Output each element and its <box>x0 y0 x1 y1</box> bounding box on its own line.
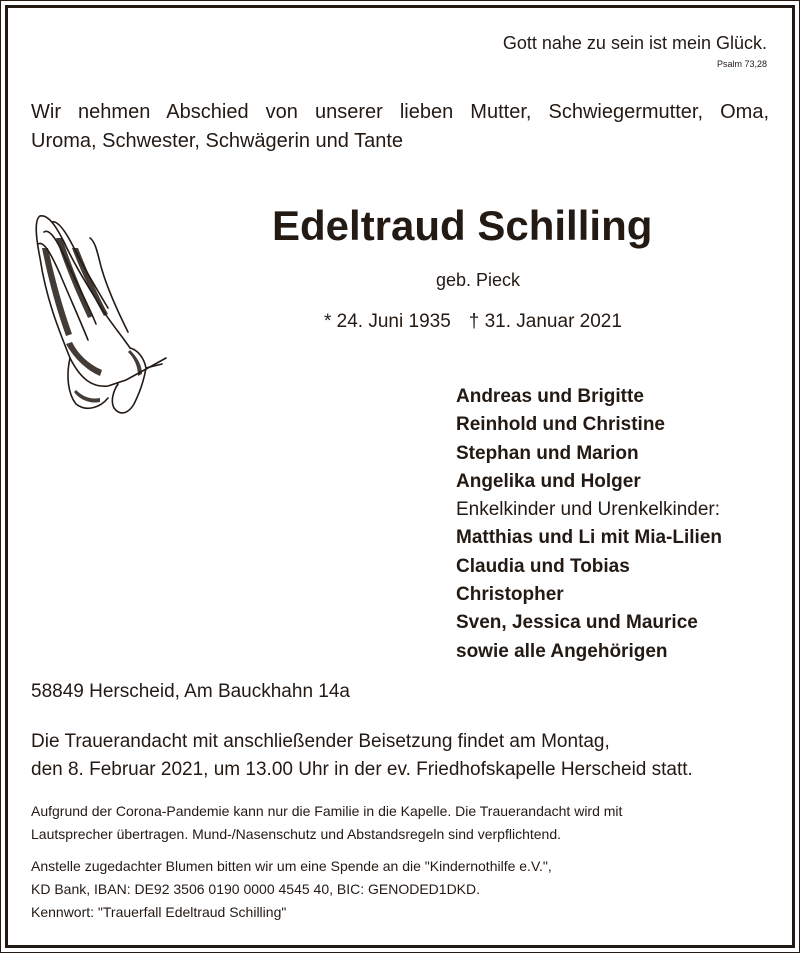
corona-notice <box>31 800 622 846</box>
motto-quote: Gott nahe zu sein ist mein Glück. <box>502 33 767 53</box>
intro-line-2: Uroma, Schwester, Schwägerin und Tante <box>31 130 404 152</box>
life-dates <box>324 311 622 333</box>
mourner-child: Angelika und Holger <box>456 470 641 492</box>
notice-line-1: Aufgrund der Corona-Pandemie kann nur die Familie in die Kapelle. Die Trauerandacht wird mit <box>31 803 623 819</box>
service-line-1: Die Trauerandacht mit anschließender Beisetzung findet am Montag, <box>31 731 610 752</box>
birth-name: geb. Pieck <box>436 270 521 290</box>
mourner-child: Reinhold und Christine <box>456 414 665 436</box>
mourner-child: Andreas und Brigitte <box>456 386 644 407</box>
service-line-2: den 8. Februar 2021, um 13.00 Uhr in der ev. Friedhofskapelle Herscheid statt. <box>31 759 693 780</box>
deceased-name: Edeltraud Schilling <box>272 202 653 249</box>
mourner-relatives: sowie alle Angehörigen <box>456 640 668 662</box>
donation-line-1: Anstelle zugedachter Blumen bitten wir um eine Spende an die "Kindernothilfe e.V.", <box>31 858 552 874</box>
mourner-grandchild: Christopher <box>456 584 564 606</box>
notice-line-2: Lautsprecher übertragen. Mund-/Nasenschutz und Abstandsregeln sind verpflichtend. <box>31 826 561 842</box>
donation-line-2: KD Bank, IBAN: DE92 3506 0190 0000 4545 40, BIC: GENODED1DKD. <box>31 881 481 897</box>
address: 58849 Herscheid, Am Bauckhahn 14a <box>31 681 350 702</box>
grandchildren-label: Enkelkinder und Urenkelkinder: <box>456 499 721 521</box>
mourner-grandchild: Sven, Jessica und Maurice <box>456 612 698 634</box>
intro-line-1: Wir nehmen Abschied von unserer lieben Mutter, Schwiegermutter, Oma, <box>31 101 769 123</box>
donation-info <box>31 855 552 924</box>
praying-hands-icon <box>30 208 170 420</box>
motto-reference: Psalm 73,28 <box>716 59 767 69</box>
mourners-list <box>456 383 722 666</box>
mourner-grandchild: Matthias und Li mit Mia-Lilien <box>456 527 722 549</box>
intro-text <box>31 98 769 156</box>
birth-date: * 24. Juni 1935 <box>324 311 451 332</box>
mourner-grandchild: Claudia und Tobias <box>456 555 630 577</box>
donation-line-3: Kennwort: "Trauerfall Edeltraud Schilling" <box>31 904 287 920</box>
death-date: † 31. Januar 2021 <box>468 311 622 332</box>
mourner-child: Stephan und Marion <box>456 442 639 464</box>
service-info <box>31 728 693 784</box>
